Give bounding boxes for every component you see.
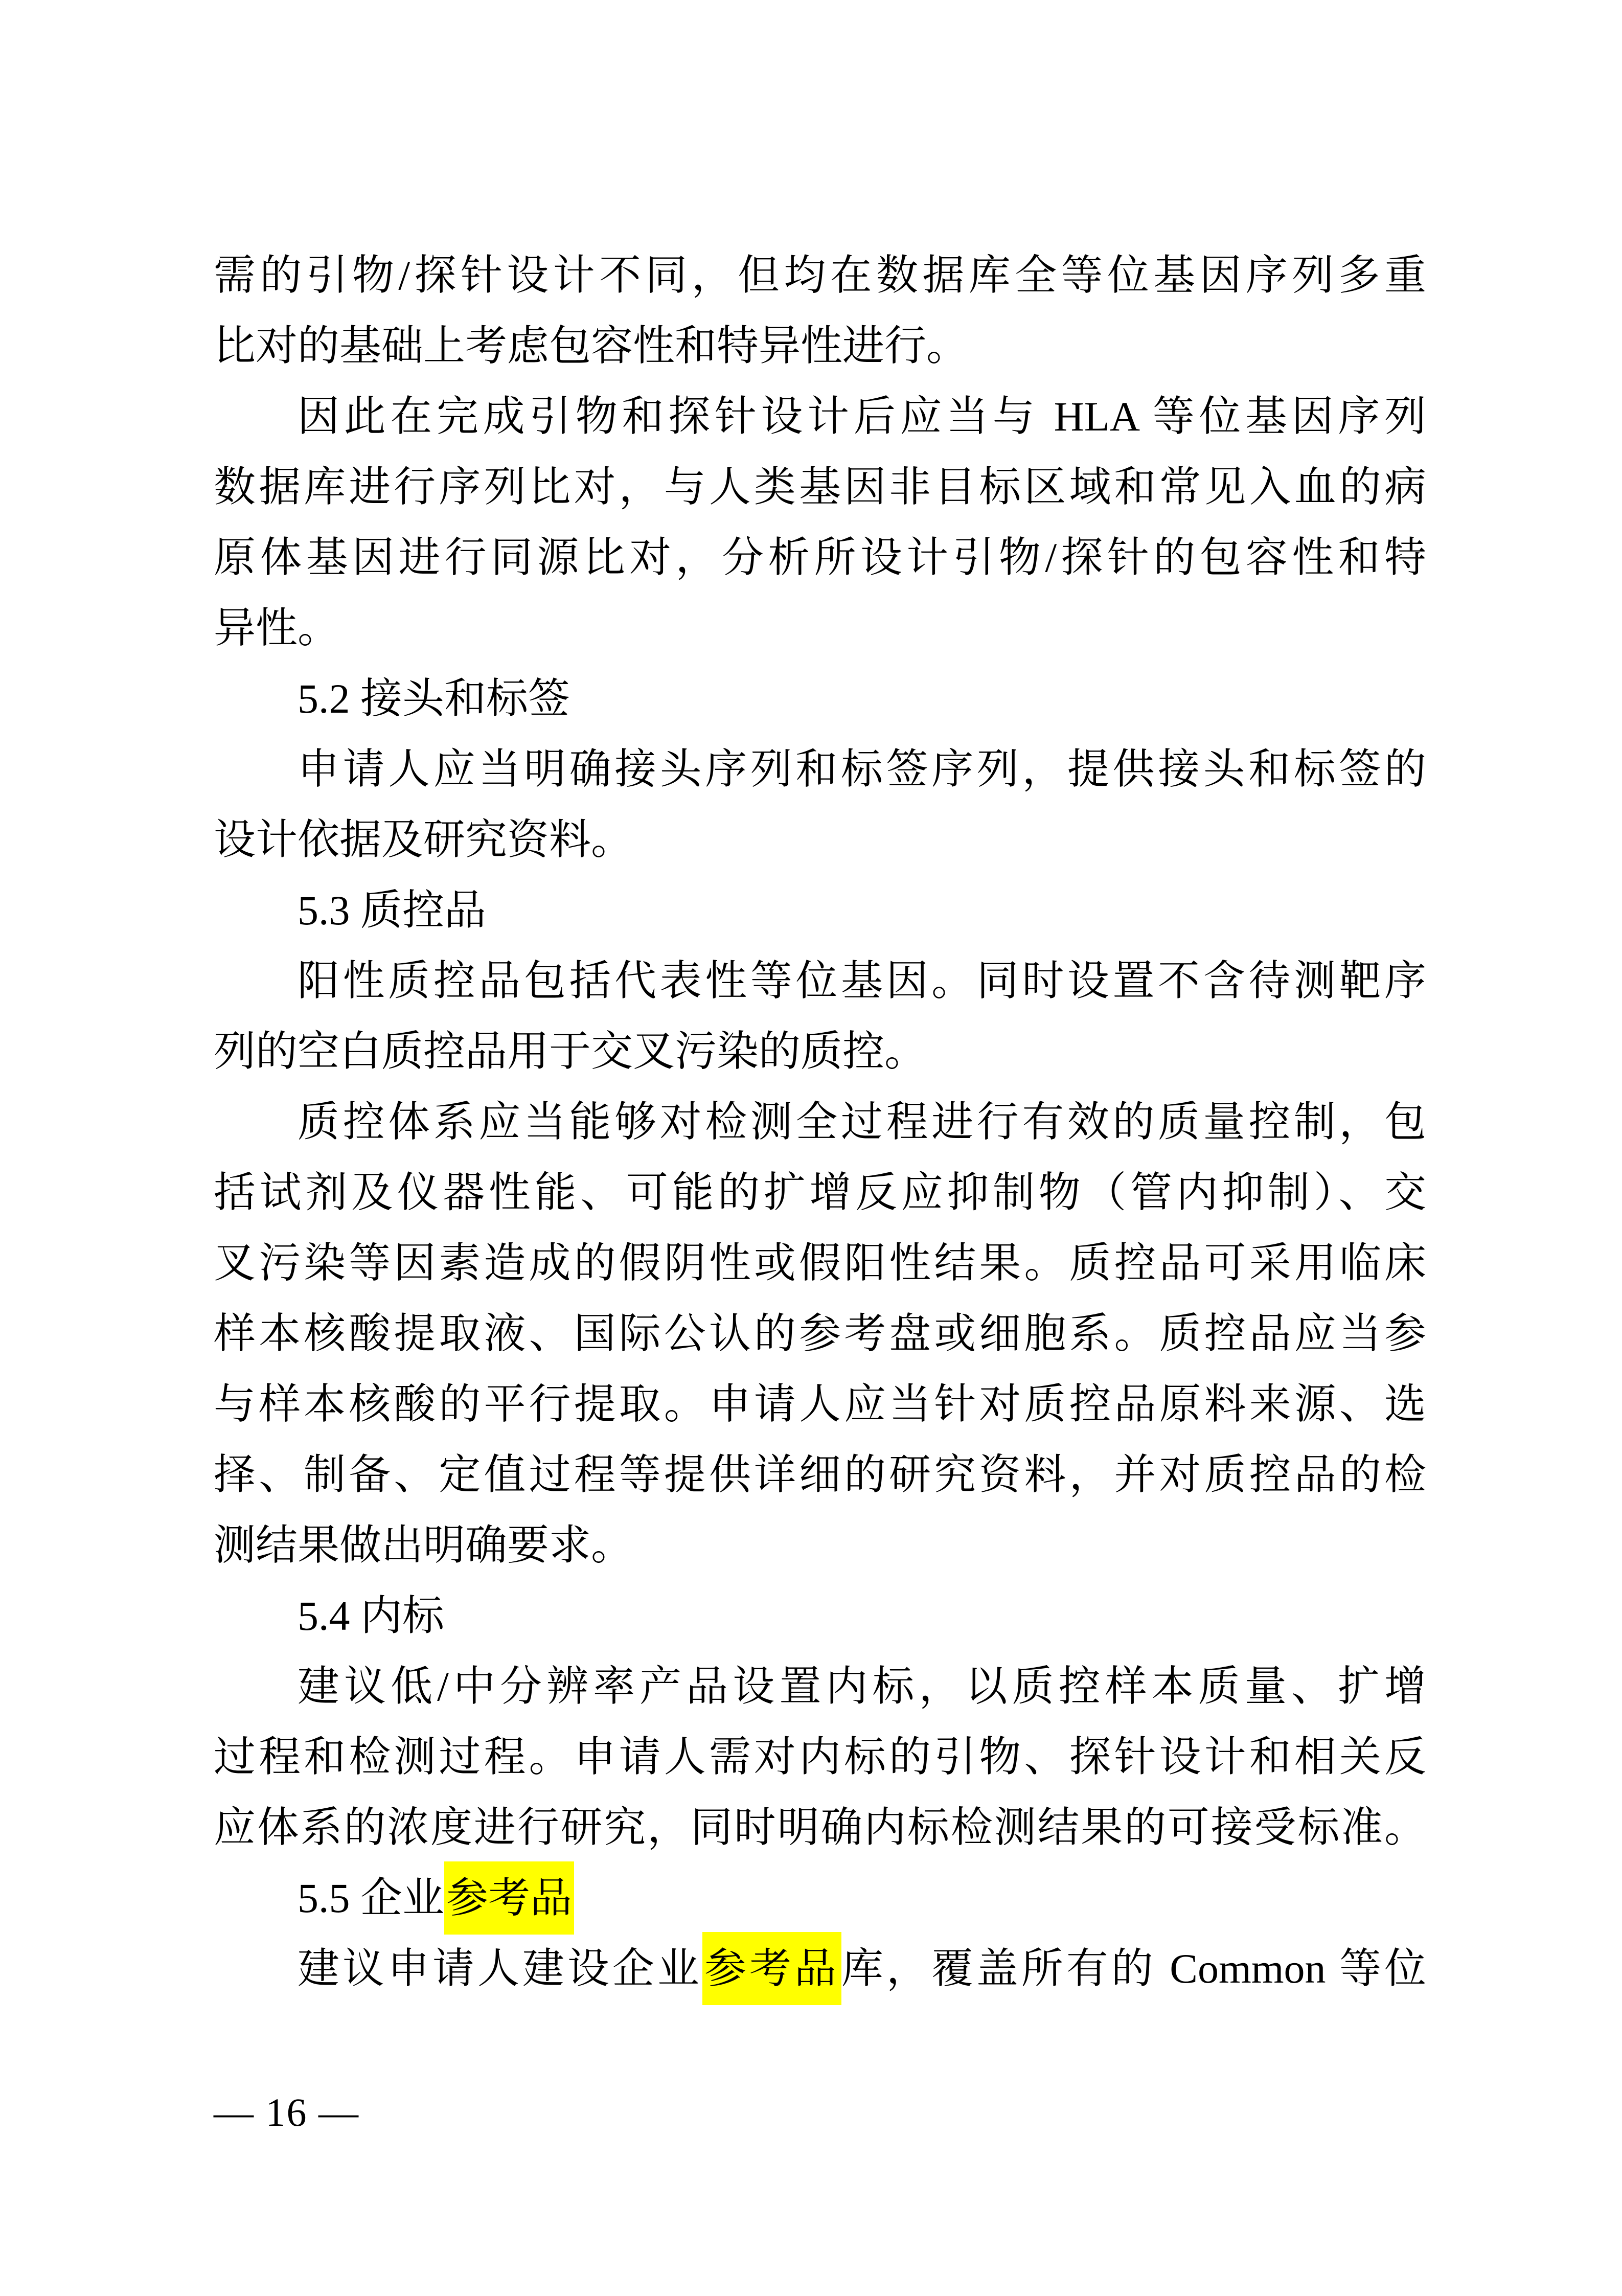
text-run: 建议低/中分辨率产品设置内标，以质控样本质量、扩增 <box>298 1663 1426 1710</box>
text-line <box>214 452 1426 522</box>
text-run: 样本核酸提取液、国际公认的参考盘或细胞系。质控品应当参 <box>214 1310 1426 1357</box>
text-run: 设计依据及研究资料。 <box>214 816 633 863</box>
text-line <box>214 1228 1426 1299</box>
text-run: 库，覆盖所有的 Common 等位 <box>841 1945 1426 1992</box>
text-run: 列的空白质控品用于交叉污染的质控。 <box>214 1028 927 1075</box>
text-line <box>214 311 1426 381</box>
text-run: 异性。 <box>214 605 340 651</box>
text-run: 5.5 企业 <box>298 1875 445 1921</box>
text-line <box>214 240 1426 311</box>
text-run: 质控体系应当能够对检测全过程进行有效的质量控制，包 <box>298 1099 1426 1145</box>
text-run: 数据库进行序列比对，与人类基因非目标区域和常见入血的病 <box>214 464 1426 510</box>
text-line <box>214 805 1426 875</box>
text-run: 括试剂及仪器性能、可能的扩增反应抑制物（管内抑制）、交 <box>214 1169 1426 1216</box>
text-run: 叉污染等因素造成的假阴性或假阳性结果。质控品可采用临床 <box>214 1240 1426 1286</box>
text-line <box>214 381 1426 452</box>
text-line <box>214 734 1426 805</box>
text-line <box>214 1651 1426 1722</box>
text-line <box>214 1792 1426 1863</box>
text-run: 5.2 接头和标签 <box>298 675 570 722</box>
section-heading <box>214 664 1426 734</box>
document-body <box>214 240 1426 2004</box>
text-run: 原体基因进行同源比对，分析所设计引物/探针的包容性和特 <box>214 534 1426 581</box>
text-run: 测结果做出明确要求。 <box>214 1522 633 1568</box>
text-line <box>214 1369 1426 1440</box>
text-run: 需的引物/探针设计不同，但均在数据库全等位基因序列多重 <box>214 252 1426 299</box>
text-run: 阳性质控品包括代表性等位基因。同时设置不含待测靶序 <box>298 958 1426 1004</box>
highlighted-text: 参考品 <box>702 1932 841 2005</box>
text-run: 建议申请人建设企业 <box>298 1945 702 1992</box>
text-line <box>214 593 1426 664</box>
text-run: 应体系的浓度进行研究，同时明确内标检测结果的可接受标准。 <box>214 1804 1426 1851</box>
text-run: 过程和检测过程。申请人需对内标的引物、探针设计和相关反 <box>214 1734 1426 1780</box>
section-heading <box>214 875 1426 946</box>
text-line <box>214 946 1426 1016</box>
text-run: 与样本核酸的平行提取。申请人应当针对质控品原料来源、选 <box>214 1381 1426 1427</box>
text-line <box>214 1934 1426 2004</box>
text-run: 择、制备、定值过程等提供详细的研究资料，并对质控品的检 <box>214 1451 1426 1498</box>
text-run: 比对的基础上考虑包容性和特异性进行。 <box>214 323 969 369</box>
text-line <box>214 1087 1426 1157</box>
section-heading <box>214 1581 1426 1651</box>
text-run: 5.3 质控品 <box>298 887 487 934</box>
text-line <box>214 522 1426 593</box>
section-heading <box>214 1863 1426 1934</box>
text-line <box>214 1016 1426 1087</box>
text-line <box>214 1157 1426 1228</box>
text-run: 因此在完成引物和探针设计后应当与 HLA 等位基因序列 <box>298 393 1426 440</box>
text-line <box>214 1440 1426 1510</box>
text-line <box>214 1722 1426 1792</box>
text-run: 5.4 内标 <box>298 1593 445 1639</box>
text-line <box>214 1510 1426 1581</box>
page-number: — 16 — <box>214 2090 359 2134</box>
text-run: 申请人应当明确接头序列和标签序列，提供接头和标签的 <box>298 746 1426 792</box>
text-line <box>214 1299 1426 1369</box>
highlighted-text: 参考品 <box>444 1861 574 1935</box>
